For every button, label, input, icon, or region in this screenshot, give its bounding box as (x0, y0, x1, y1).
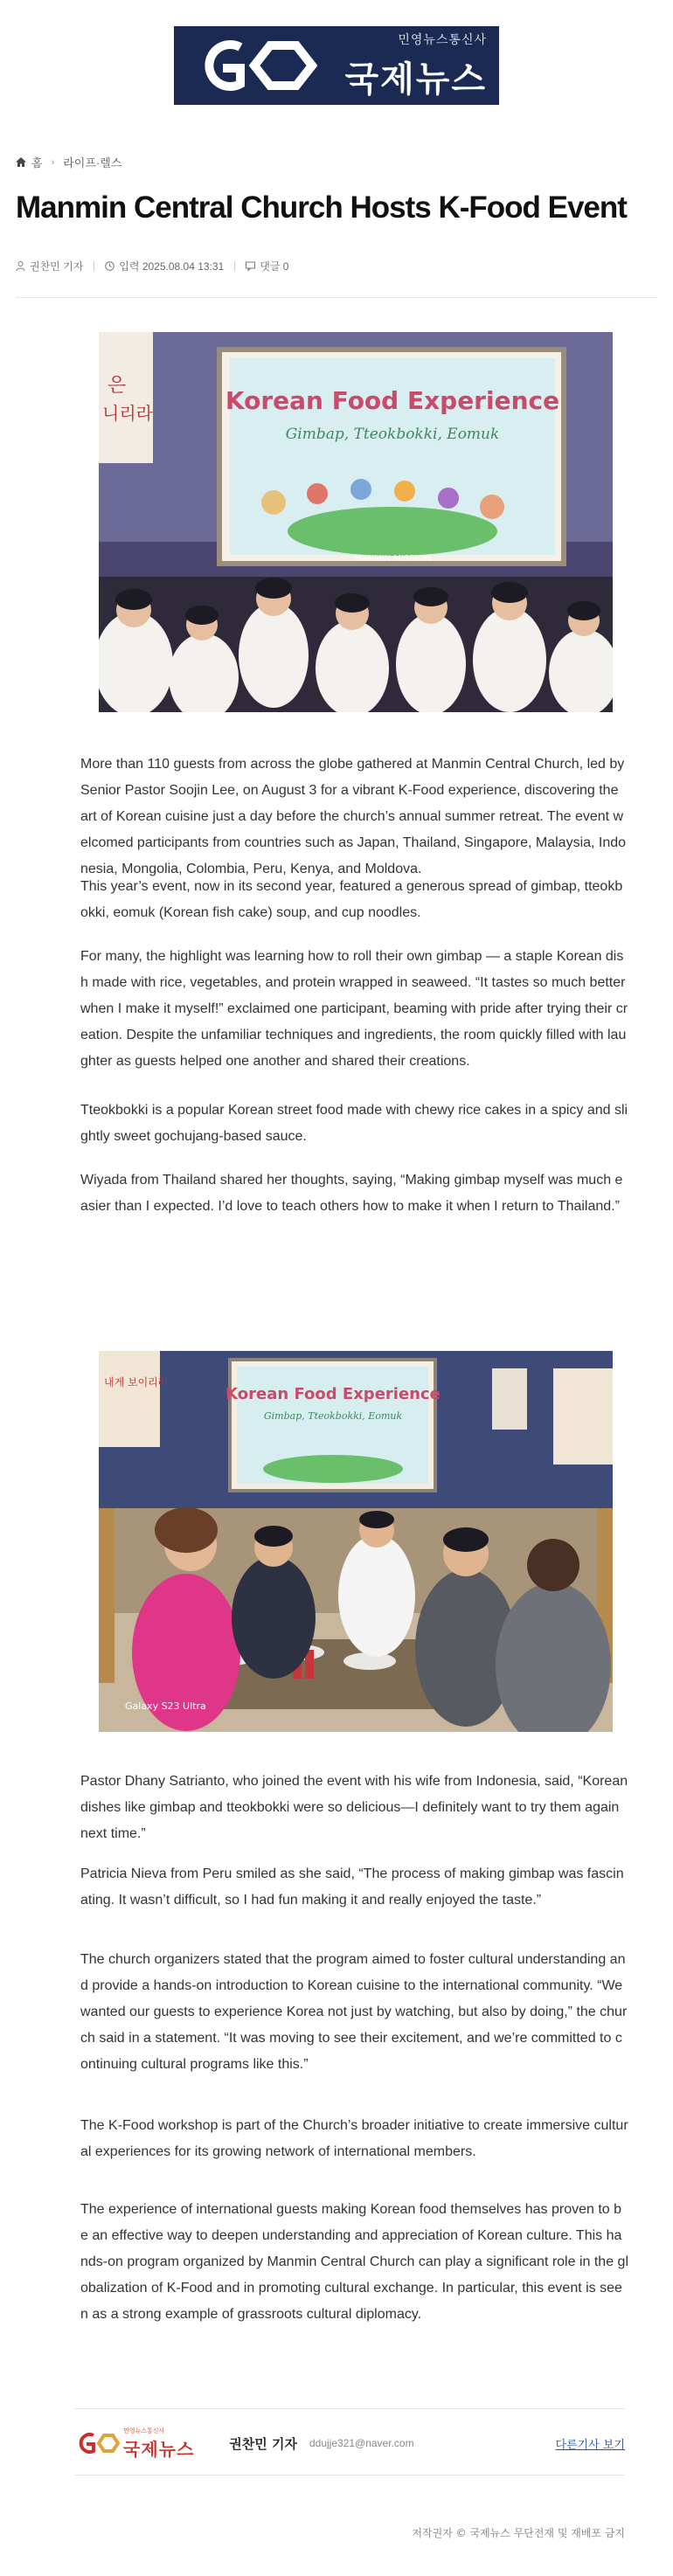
article-paragraph: More than 110 guests from across the globe gathered at Manmin Central Church, led by Senior Pastor Soojin Lee, on August 3 for a vibrant K-Food experience, discovering the art of Korean cuisine just a day before the church’s annual summer retreat. The event welcomed participants from countries such as Japan, Thailand, Singapore, Malaysia, Indonesia, Mongolia, Colombia, Peru, Kenya, and Moldova. (80, 757, 627, 876)
banner-text-1: 은 (108, 375, 127, 397)
footer-logo-title: 국제뉴스 (123, 2438, 195, 2460)
reporter-name: 권찬민 기자 (229, 2435, 297, 2452)
article-paragraph: The church organizers stated that the program aimed to foster cultural understanding and provide a hands-on introduction to Korean cuisine to the international community. “We wanted our guests to experience Korea not just by watching, but also by doing,” the church said in a statement. “It was moving to see their excitement, and we’re committed to continuing cultural programs like this.” (80, 1952, 628, 2072)
reporter-email[interactable]: ddujje321@naver.com (309, 2437, 414, 2449)
chevron-right-icon: › (51, 156, 55, 168)
divider (16, 297, 657, 298)
reporter-byline (74, 2417, 625, 2469)
article-paragraph: Wiyada from Thailand shared her thoughts, saying, “Making gimbap myself was much easier than I expected. I’d love to teach others how to make it when I return to Thailand.” (80, 1173, 623, 1214)
comment-icon (246, 261, 255, 271)
logo-title: 국제뉴스 (344, 59, 487, 100)
screen-subtitle: Gimbap, Tteokbokki, Eomuk (263, 1410, 403, 1422)
screen-title: Korean Food Experience (225, 386, 560, 415)
site-logo[interactable] (174, 26, 499, 105)
comment-count[interactable]: 댓글 0 (260, 260, 289, 273)
article-title: Manmin Central Church Hosts K-Food Event (16, 190, 627, 225)
logo-tagline: 민영뉴스통신사 (398, 32, 487, 47)
screen-subtitle: Gimbap, Tteokbokki, Eomuk (285, 426, 500, 443)
user-icon (16, 261, 25, 271)
article-paragraph: Pastor Dhany Satrianto, who joined the event with his wife from Indonesia, said, “Korean dishes like gimbap and tteokbokki were so delicious—I definitely want to try them again next time.” (80, 1774, 628, 1841)
banner-text: 내게 보이리라 (104, 1376, 169, 1388)
home-icon[interactable] (16, 157, 26, 167)
breadcrumb-section[interactable]: 라이프·렐스 (63, 156, 122, 170)
divider (74, 2408, 625, 2409)
go-logo-mark-icon (186, 35, 317, 96)
article-photo-2 (99, 1351, 613, 1732)
more-articles-link[interactable]: 다른기사 보기 (555, 2438, 625, 2452)
site-header (0, 0, 673, 131)
banner-text-2: 니리라 (102, 403, 153, 424)
article-photo-1 (99, 332, 613, 712)
camera-watermark: Galaxy S23 Ultra (125, 1700, 206, 1712)
footer-logo-tagline: 민영뉴스통신사 (123, 2427, 165, 2434)
screen-footer: MANMIN MISSION (354, 554, 431, 564)
article-paragraph: Tteokbokki is a popular Korean street food made with chewy rice cakes in a spicy and slightly sweet gochujang-based sauce. (80, 1103, 628, 1144)
copyright-notice: 저작권자 © 국제뉴스 무단전재 및 재배포 금지 (412, 2527, 625, 2539)
meta-divider (234, 261, 235, 271)
article-paragraph: This year’s event, now in its second year, featured a generous spread of gimbap, tteokbokki, eomuk (Korean fish cake) soup, and cup noodles. (80, 879, 623, 920)
go-logo-mark-icon (74, 2430, 120, 2456)
screen-title: Korean Food Experience (225, 1385, 441, 1403)
footer-logo[interactable] (74, 2427, 194, 2461)
article-paragraph: Patricia Nieva from Peru smiled as she said, “The process of making gimbap was fascinating. It wasn’t difficult, so I had fun making it and really enjoyed the taste.” (80, 1866, 624, 1908)
article-meta (16, 259, 288, 274)
breadcrumb-home[interactable]: 홈 (31, 156, 43, 170)
divider (74, 2475, 625, 2476)
publish-date: 입력 2025.08.04 13:31 (119, 260, 225, 273)
article-paragraph: For many, the highlight was learning how to roll their own gimbap — a staple Korean dish made with rice, vegetables, and protein wrapped in seaweed. “It tastes so much better when I make it myself!” exclaimed one participant, beaming with pride after trying their creation. Despite the unfamiliar techniques and ingredients, the room quickly filled with laughter as guests helped one another and shared their creations. (80, 949, 628, 1069)
breadcrumb (16, 154, 121, 170)
article-paragraph: The experience of international guests making Korean food themselves has proven to be an effective way to deepen understanding and appreciation of Korean culture. This hands-on program organized by Manmin Central Church can play a significant role in the globalization of K-Food and in promoting cultural exchange. In particular, this event is seen as a strong example of grassroots cultural diplomacy. (80, 2202, 628, 2322)
clock-icon (105, 261, 114, 271)
author-name[interactable]: 권찬민 기자 (30, 260, 84, 273)
article-paragraph: The K-Food workshop is part of the Church’s broader initiative to create immersive cultural experiences for its growing network of international members. (80, 2118, 628, 2159)
